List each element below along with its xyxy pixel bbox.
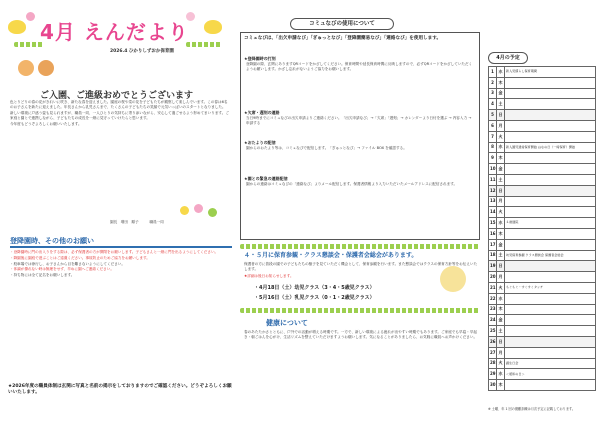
schedule-row: [489, 336, 596, 347]
schedule-weekday: 月: [497, 347, 505, 358]
schedule-row: [489, 131, 596, 142]
schedule-row: [489, 218, 596, 229]
schedule-row: [489, 120, 596, 131]
schedule-event: [505, 326, 596, 337]
schedule-day: 19: [489, 261, 497, 272]
schedule-day: 18: [489, 250, 497, 261]
schedule-weekday: 金: [497, 88, 505, 99]
notice-item: ・体調が優れない時は無理をせず、早めに園へご連絡ください。: [10, 267, 114, 272]
schedule-day: 8: [489, 142, 497, 153]
schedule-day: 13: [489, 196, 497, 207]
schedule-day: 2: [489, 77, 497, 88]
greeting-paragraph: 色とりどりの春の花がきれいに咲き、新たな春を迎えました。園庭の桜や菜の花を子どもたちが観察して楽しんでいます。この春は6名のお子さんを新たに迎えました。年長さんから乳児さんまで、たくさんの子どもたちの笑顔で元気いっぱいのスタートとなりました。: [10, 100, 228, 110]
schedule-event: [505, 99, 596, 110]
schedule-row: [489, 326, 596, 337]
greeting-paragraph: 新しい環境に戸惑う姿も見られますが、職員一同、一人ひとりの気持ちに寄り添いながら、安心して過ごせるよう努めてまいります。ご家庭と園とで連携しながら、子どもたちの成長を一緒に見守っていけたらと思います。: [10, 111, 229, 121]
schedule-day: 27: [489, 347, 497, 358]
schedule-event: [505, 88, 596, 99]
schedule-weekday: 土: [497, 326, 505, 337]
schedule-day: 3: [489, 88, 497, 99]
schedule-event: [505, 347, 596, 358]
meeting-heading: ４・５月に保育参観・クラス懇談会・保護者会総会があります。: [244, 252, 418, 259]
schedule-row: [489, 196, 596, 207]
schedule-event: 新入園児通常保育開始 はなの日（一時保育）開始: [505, 142, 596, 153]
flower-illustration: [176, 200, 226, 226]
schedule-event: [505, 153, 596, 164]
schedule-event: 幼児保育参観 クラス懇談会 保護者会総会: [505, 250, 596, 261]
schedule-weekday: 木: [497, 304, 505, 315]
schedule-row: [489, 380, 596, 391]
schedule-event: [505, 77, 596, 88]
schedule-weekday: 月: [497, 120, 505, 131]
schedule: [488, 52, 596, 412]
schedule-day: 25: [489, 326, 497, 337]
schedule-event: [505, 196, 596, 207]
schedule-row: [489, 282, 596, 293]
notice-footer: ★2026年度の職員体制は玄関に写真と名前の掲示をしておりますのでご確認ください。どうぞよろしくお願いいたします。: [8, 384, 232, 395]
schedule-weekday: 月: [497, 272, 505, 283]
schedule-row: [489, 369, 596, 380]
schedule-event: [505, 261, 596, 272]
schedule-table: [488, 66, 596, 391]
schedule-event: [505, 110, 596, 121]
health-heading: 健康について: [266, 319, 308, 327]
schedule-row: [489, 250, 596, 261]
schedule-weekday: 土: [497, 99, 505, 110]
schedule-row: [489, 293, 596, 304]
schedule-event: [505, 131, 596, 142]
greeting-paragraph: 今年度もどうぞよろしくお願いいたします。: [10, 122, 82, 126]
health-text: 春のあたたかさとともに、戸外での活動が増える時期です。一方で、新しい環境による疲れが出やすい時期でもあります。ご家庭でも早寝・早起き・朝ごはんを心がけ、生活リズムを整えていただけますようお願いします。気になることがありましたら、お気軽に職員へお声かけください。: [244, 330, 478, 340]
schedule-row: [489, 164, 596, 175]
schedule-row: [489, 228, 596, 239]
schedule-weekday: 木: [497, 228, 505, 239]
schedule-weekday: 火: [497, 131, 505, 142]
schedule-row: [489, 142, 596, 153]
notice-item: ・駐車場では徐行し、お子さんから目を離さないようにしてください。: [10, 261, 125, 266]
absence-text: 当日9時までにコミュなびの出欠申請よりご連絡ください。「出欠申請なび」→「欠席」「遅刻」→ カレンダーより日付を選ぶ → 内容入力 → 申請する: [246, 116, 472, 126]
notice-item: ・登降園時に門の出入りをする際は、必ず保護者の方が開閉をお願いします。子どもさんと一緒に門を出るようにしてください。: [10, 250, 219, 254]
notice-list: [10, 250, 232, 279]
chick-icon: [204, 20, 222, 34]
schedule-day: 10: [489, 164, 497, 175]
schedule-weekday: 金: [497, 239, 505, 250]
notice-item: ・降園後に園庭で遊ぶことはご遠慮ください。事故防止のためご協力をお願いします。: [10, 255, 150, 260]
schedule-weekday: 水: [497, 293, 505, 304]
absence-title: ★欠席・遅刻の連絡: [244, 110, 280, 115]
schedule-event: [505, 174, 596, 185]
schedule-day: 5: [489, 110, 497, 121]
schedule-weekday: 水: [497, 67, 505, 78]
schedule-row: [489, 272, 596, 283]
section-divider: [10, 246, 232, 248]
schedule-weekday: 日: [497, 185, 505, 196]
schedule-event: [505, 336, 596, 347]
schedule-day: 17: [489, 239, 497, 250]
schedule-row: [489, 358, 596, 369]
schedule-event: [505, 293, 596, 304]
schedule-row: [489, 239, 596, 250]
schedule-day: 12: [489, 185, 497, 196]
leaf-decoration: [186, 42, 222, 47]
schedule-weekday: 火: [497, 207, 505, 218]
schedule-weekday: 金: [497, 315, 505, 326]
schedule-weekday: 土: [497, 250, 505, 261]
schedule-row: [489, 347, 596, 358]
schedule-event: もぐもぐ・すくすくタッチ: [505, 282, 596, 293]
schedule-day: 6: [489, 120, 497, 131]
schedule-day: 29: [489, 369, 497, 380]
schedule-day: 28: [489, 358, 497, 369]
schedule-weekday: 土: [497, 174, 505, 185]
schedule-event: ＜昭和の日＞: [505, 369, 596, 380]
schedule-day: 26: [489, 336, 497, 347]
schedule-event: [505, 185, 596, 196]
schedule-weekday: 火: [497, 358, 505, 369]
qr-title: ★登降園時の打刻: [244, 56, 276, 61]
schedule-weekday: 水: [497, 218, 505, 229]
leaf-border: [240, 244, 480, 249]
schedule-day: 7: [489, 131, 497, 142]
schedule-event: [505, 120, 596, 131]
newsletter-title: 4月 えんだより: [40, 20, 189, 44]
schedule-weekday: 月: [497, 196, 505, 207]
contact-text: 園からの連絡はコミュなびの「連絡なび」よりメール配信します。保護者情報より入力いただいたメールアドレスに配信されます。: [246, 182, 458, 186]
chick-icon: [8, 20, 26, 34]
schedule-weekday: 木: [497, 380, 505, 391]
schedule-day: 11: [489, 174, 497, 185]
schedule-day: 24: [489, 315, 497, 326]
schedule-weekday: 日: [497, 336, 505, 347]
schedule-event: [505, 239, 596, 250]
schedule-title: 4月の予定: [488, 52, 528, 64]
schedule-row: [489, 185, 596, 196]
schedule-event: ４歳通院: [505, 218, 596, 229]
schedule-row: [489, 77, 596, 88]
meeting-date: ・5月16日（土）乳児クラス（0・1・2歳児クラス）: [254, 295, 375, 301]
schedule-weekday: 金: [497, 164, 505, 175]
schedule-day: 22: [489, 293, 497, 304]
schedule-row: [489, 110, 596, 121]
schedule-event: 誕生日会: [505, 358, 596, 369]
schedule-row: [489, 67, 596, 78]
schedule-weekday: 木: [497, 153, 505, 164]
app-heading: コミュなびの使用について: [290, 18, 394, 30]
schedule-event: [505, 228, 596, 239]
meeting-date: ・4月18日（土）幼児クラス（3・4・5歳児クラス）: [254, 285, 375, 291]
schedule-day: 16: [489, 228, 497, 239]
schedule-row: [489, 261, 596, 272]
app-intro: コミュなびは、「出欠申請なび」「ぎゅっとなび」「登降園簡易なび」「連絡なび」を使用します。: [244, 36, 442, 41]
schedule-day: 14: [489, 207, 497, 218]
schedule-row: [489, 315, 596, 326]
schedule-weekday: 火: [497, 282, 505, 293]
leaf-border: [240, 308, 480, 313]
notice-heading: 登降園時、その他のお願い: [10, 237, 94, 245]
schedule-event: [505, 272, 596, 283]
schedule-event: [505, 304, 596, 315]
letter-text: 園からのおたより等は、コミュなびで配信します。「ぎゅっとなび」→ ファイル BOX を確認する。: [246, 146, 407, 150]
schedule-row: [489, 88, 596, 99]
schedule-row: [489, 304, 596, 315]
schedule-row: [489, 153, 596, 164]
schedule-weekday: 水: [497, 369, 505, 380]
schedule-weekday: 日: [497, 110, 505, 121]
schedule-row: [489, 174, 596, 185]
flower-icon: [26, 12, 35, 21]
schedule-day: 4: [489, 99, 497, 110]
schedule-event: [505, 380, 596, 391]
greeting-body: [10, 100, 230, 128]
schedule-day: 15: [489, 218, 497, 229]
schedule-event: 新入児慣らし保育期間: [505, 67, 596, 78]
animal-illustration: [14, 56, 94, 80]
issue-line: 2026.4 ひかりしずおか保育園: [110, 49, 174, 54]
notice-item: ・持ち物には全て記名をお願いします。: [10, 273, 75, 278]
schedule-weekday: 日: [497, 261, 505, 272]
schedule-day: 21: [489, 282, 497, 293]
flower-illustration: [440, 266, 466, 292]
qr-text: 登降園の際、玄関にありますQRコードをかざしてください。保育時間や延長保育時間に反映しますので、必ずQRコードをかざしていただくようお願いします。かざし忘れがないようご協力をお願いします。: [246, 62, 473, 72]
schedule-row: [489, 99, 596, 110]
schedule-event: [505, 315, 596, 326]
schedule-day: 9: [489, 153, 497, 164]
meeting-text: 保護者の方に普段の園での子どもたちの様子を見ていただく機会として、保育参観を行います。また懇談会ではクラスの保育方針等をお伝えいたします。: [244, 262, 478, 272]
letter-title: ★おたよりの配信: [244, 140, 276, 145]
meeting-note: ★詳細は後日お知らせします。: [244, 274, 294, 278]
schedule-note: ※ 土曜、年 1 回の避難訓練は月次予定に記載しております。: [488, 407, 576, 411]
schedule-event: [505, 207, 596, 218]
contact-title: ★園との緊急の連絡配信: [244, 176, 288, 181]
schedule-day: 30: [489, 380, 497, 391]
schedule-event: [505, 164, 596, 175]
greeting-title: ご入園、ご進級おめでとうございます: [40, 91, 194, 101]
schedule-weekday: 水: [497, 142, 505, 153]
schedule-day: 23: [489, 304, 497, 315]
schedule-weekday: 木: [497, 77, 505, 88]
schedule-day: 20: [489, 272, 497, 283]
schedule-day: 1: [489, 67, 497, 78]
schedule-row: [489, 207, 596, 218]
signature: 園長 増田 順子 職員一同: [110, 220, 164, 224]
